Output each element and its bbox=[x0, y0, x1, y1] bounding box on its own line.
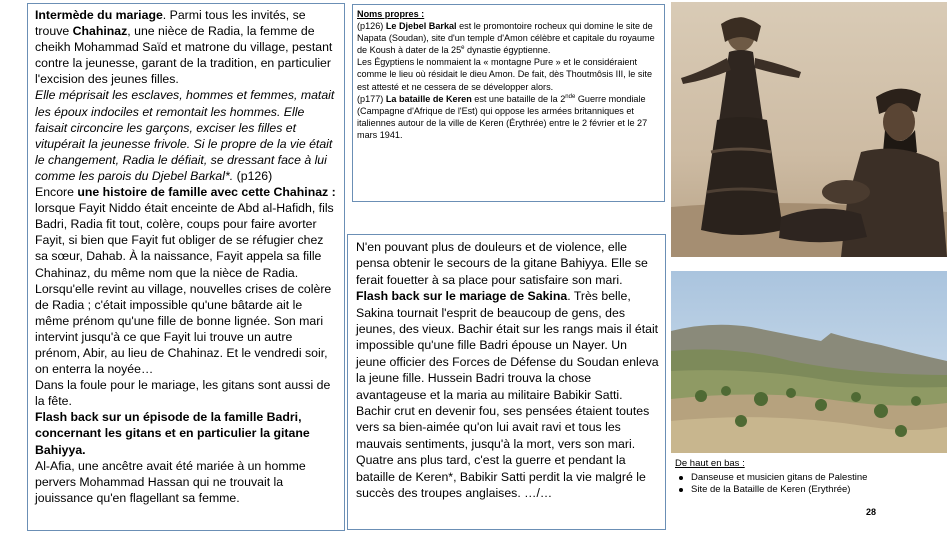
caption-item: Site de la Bataille de Keren (Erythrée) bbox=[691, 484, 947, 496]
heading-famille: une histoire de famille avec cette Chahinaz : bbox=[77, 185, 336, 200]
glossary-entry-keren bbox=[357, 93, 660, 141]
page-ref: (p126) bbox=[357, 21, 386, 32]
text: . Très belle, Sakina tournait l'esprit de beaucoup de gens, des jeunes, des vieux. Bachir était sur les rangs mais il était impossible qu'une fille Badri épouse un Nayer. Un jeune officier des Forces de Défense du Soudan enleva la jeune fille. Hussein Badri trouva la chose avantageuse et la maria au militaire Babikir Satti. Bachir crut en devenir fou, ses pensées étaient toutes vers sa bien-aimée qu'on lui avait ravi et tous les mauvais sentiments, jusqu'à la mort, vers son mari. bbox=[356, 289, 659, 451]
text: Guerre mondiale (Campagne d'Afrique de l'Est) qui oppose les armées britanniques et italiennes autour de la ville de Keren (Érythrée) entre le 2 février et le 27 mars 1941. bbox=[357, 93, 648, 140]
superscript: nde bbox=[565, 93, 576, 100]
caption-title: De haut en bas : bbox=[675, 458, 745, 469]
photo-keren-battle-site bbox=[671, 271, 947, 453]
glossary-title: Noms propres : bbox=[357, 9, 425, 19]
text: . Parmi tous les invités, se trouve bbox=[35, 8, 306, 39]
page-number: 28 bbox=[866, 507, 877, 517]
paragraph-sakina bbox=[356, 288, 659, 452]
summary-column bbox=[27, 3, 345, 531]
glossary-entry-barkal bbox=[357, 20, 660, 56]
quote-ref: (p126) bbox=[233, 168, 273, 183]
superscript: e bbox=[461, 45, 465, 52]
text: , une nièce de Radia, la femme de cheikh Mohammad Saïd et matrone du village, pestant contre la jeunesse, garant de la tradition, en particulier l'excision des jeunes filles. bbox=[35, 24, 333, 87]
text: est le promontoire rocheux qui domine le site de Napata (Soudan), site d'un temple d'Amon célèbre et capitale du royaume de Koush à dater de la 25 bbox=[357, 21, 655, 56]
paragraph-foule: Dans la foule pour le mariage, les gitans sont aussi de la fête. bbox=[35, 378, 331, 409]
quote-paragraph bbox=[35, 87, 338, 184]
photo-gypsy-dancer-musician-image bbox=[671, 2, 947, 257]
text: Encore bbox=[35, 185, 78, 200]
term-djebel-barkal: Le Djebel Barkal bbox=[385, 21, 457, 32]
caption-list bbox=[675, 472, 947, 496]
paragraph-al-afia: Al-Afia, une ancêtre avait été mariée à un homme pervers Mohammad Hassan qui ne trouvait la jouissance qu'en flagellant sa femme. bbox=[35, 458, 306, 505]
heading-sakina: Flash back sur le mariage de Sakina bbox=[356, 289, 568, 304]
photo-keren-battle-site-image bbox=[671, 271, 947, 453]
glossary-box bbox=[352, 4, 665, 202]
quote-text: Elle méprisait les esclaves, hommes et femmes, matait les époux indociles et remontait les hommes. Elle faisait circoncire les garçons, exciser les filles et vitupérait la jeunesse frivole. Si le propre de la vie était le changement, Radia le défiait, se dressant face à lui comme les parois du Djebel Barkal*. bbox=[35, 88, 335, 183]
name-chahinaz: Chahinaz bbox=[72, 24, 128, 39]
paragraph-keren: Quatre ans plus tard, c'est la guerre et pendant la bataille de Keren*, Babikir Satti perdit la vie malgré le succès des troupes anglaises. …/… bbox=[356, 453, 646, 501]
text: lorsque Fayit Niddo était enceinte de Abd al-Hafidh, fils Badri, Radia fit tout, colère, coups pour faire avorter Fayit, si bien que Fayit fut obliger de se réfugier chez sa sœur, Dahab. À la naissance, Fayit appela sa fille Chahinaz, du même nom que la nièce de Radia. Lorsqu'elle revint au village, nouvelles crises de colère de Radia ; c'était impossible qu'une bâtarde ait le même prénom qu'une fille de bonne lignée. Son mari intervint jusqu'à ce que Fayit lui trouve un autre prénom, Abir, au lieu de Chahinaz. Et le vendredi soir, on enterra la noyée… bbox=[35, 201, 334, 377]
heading-intermede: Intermède du mariage bbox=[35, 8, 163, 22]
narrative-box bbox=[347, 234, 666, 530]
page-ref: (p177) bbox=[357, 93, 386, 104]
photo-gypsy-dancer-musician bbox=[671, 2, 947, 257]
heading-flashback-gitans: Flash back sur un épisode de la famille Badri, concernant les gitans et en particulier la gitane Bahiyya. bbox=[35, 410, 310, 457]
term-bataille-keren: La bataille de Keren bbox=[385, 93, 472, 104]
paragraph-famille bbox=[35, 184, 338, 377]
text: dynastie égyptienne. bbox=[464, 45, 551, 56]
paragraph-bahiyya: N'en pouvant plus de douleurs et de violence, elle pensa obtenir le secours de la gitane Bahiyya. Elle se ferait fouetter à sa place pour satisfaire son mari. bbox=[356, 240, 648, 287]
photo-caption bbox=[675, 458, 947, 496]
text: est une bataille de la 2 bbox=[471, 93, 566, 104]
paragraph-intermede bbox=[35, 7, 338, 87]
glossary-entry-amon: Les Égyptiens le nommaient la « montagne Pure » et le considéraient comme le lieu où résidait le dieu Amon. De fait, dès Thoutmôsis III, le site est attesté et ne cessera de se développer alors. bbox=[357, 57, 653, 92]
caption-item: Danseuse et musicien gitans de Palestine bbox=[691, 472, 947, 484]
